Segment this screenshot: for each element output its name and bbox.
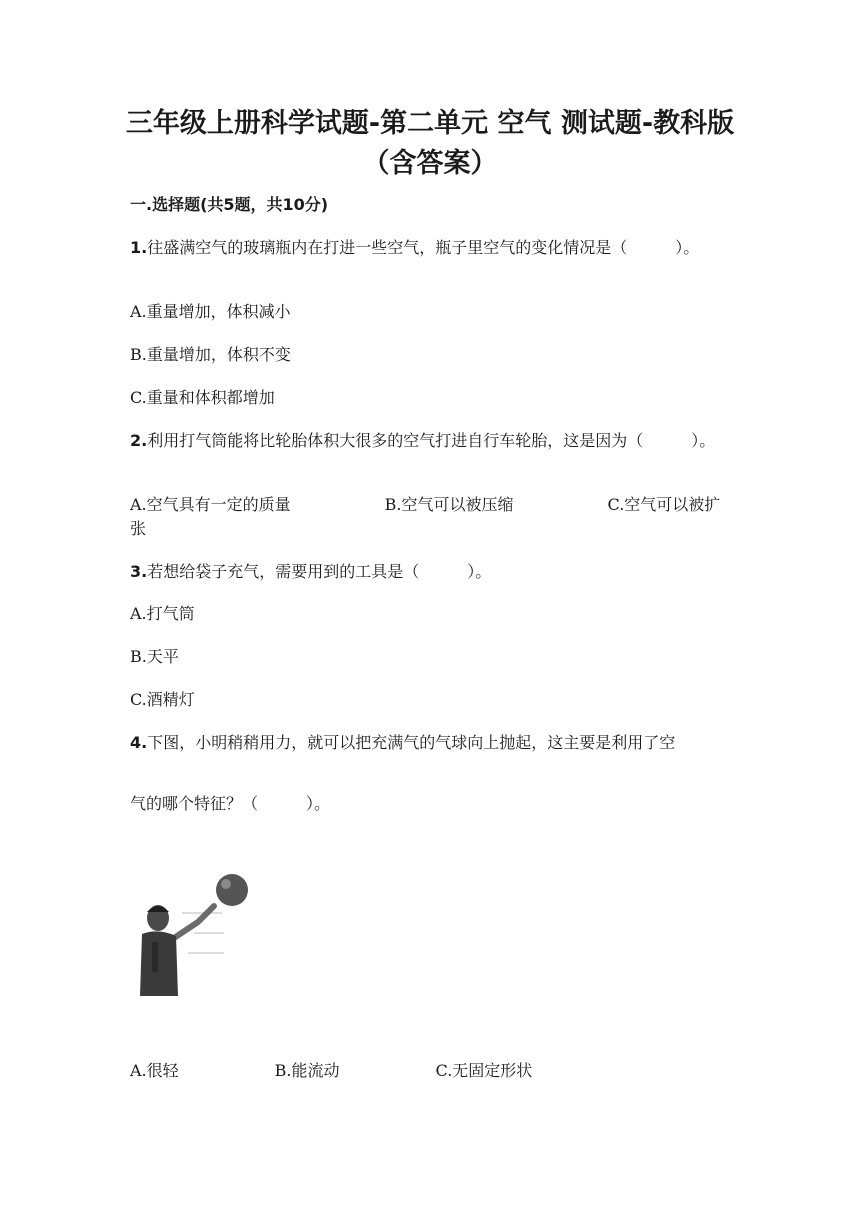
q3-option-c: C.酒精灯 — [130, 690, 195, 709]
question-text: 若想给袋子充气，需要用到的工具是（ ）。 — [147, 562, 492, 581]
question-number: 4. — [130, 733, 148, 752]
question-number: 2. — [130, 431, 148, 450]
balloon — [216, 874, 248, 906]
question-number: 1. — [130, 238, 148, 257]
q2-option-b: B.空气可以被压缩 — [384, 495, 514, 514]
page-title: 三年级上册科学试题-第二单元 空气 测试题-教科版（含答案） — [125, 108, 735, 179]
question-3 — [130, 560, 730, 584]
boy-tossing-balloon-image — [134, 872, 258, 1000]
question-2 — [130, 429, 730, 453]
q2-options — [130, 493, 730, 541]
section-heading: 一.选择题(共5题，共10分) — [130, 195, 329, 214]
question-number: 3. — [130, 562, 148, 581]
q4-option-c: C.无固定形状 — [435, 1061, 533, 1080]
boy-body — [140, 931, 178, 996]
question-1 — [130, 236, 730, 260]
q3-option-a: A.打气筒 — [130, 604, 195, 623]
question-4 — [130, 731, 730, 755]
q1-option-b: B.重量增加，体积不变 — [130, 345, 291, 364]
q2-option-c: C.空气可以被扩张 — [130, 495, 721, 538]
q2-option-a: A.空气具有一定的质量 — [130, 495, 291, 514]
q1-option-c: C.重量和体积都增加 — [130, 388, 275, 407]
question-text: 往盛满空气的玻璃瓶内在打进一些空气，瓶子里空气的变化情况是（ ）。 — [147, 238, 700, 257]
q1-option-a: A.重量增加，体积减小 — [130, 302, 291, 321]
q4-option-b: B.能流动 — [274, 1061, 340, 1080]
q4-option-a: A.很轻 — [130, 1061, 179, 1080]
q4-options — [130, 1059, 730, 1083]
question-text: 利用打气筒能将比轮胎体积大很多的空气打进自行车轮胎，这是因为（ ）。 — [147, 431, 716, 450]
question-4-line2: 气的哪个特征？（ ）。 — [130, 794, 331, 813]
q3-option-b: B.天平 — [130, 647, 179, 666]
question-text-line1: 下图，小明稍稍用力，就可以把充满气的气球向上抛起，这主要是利用了空 — [147, 733, 676, 752]
